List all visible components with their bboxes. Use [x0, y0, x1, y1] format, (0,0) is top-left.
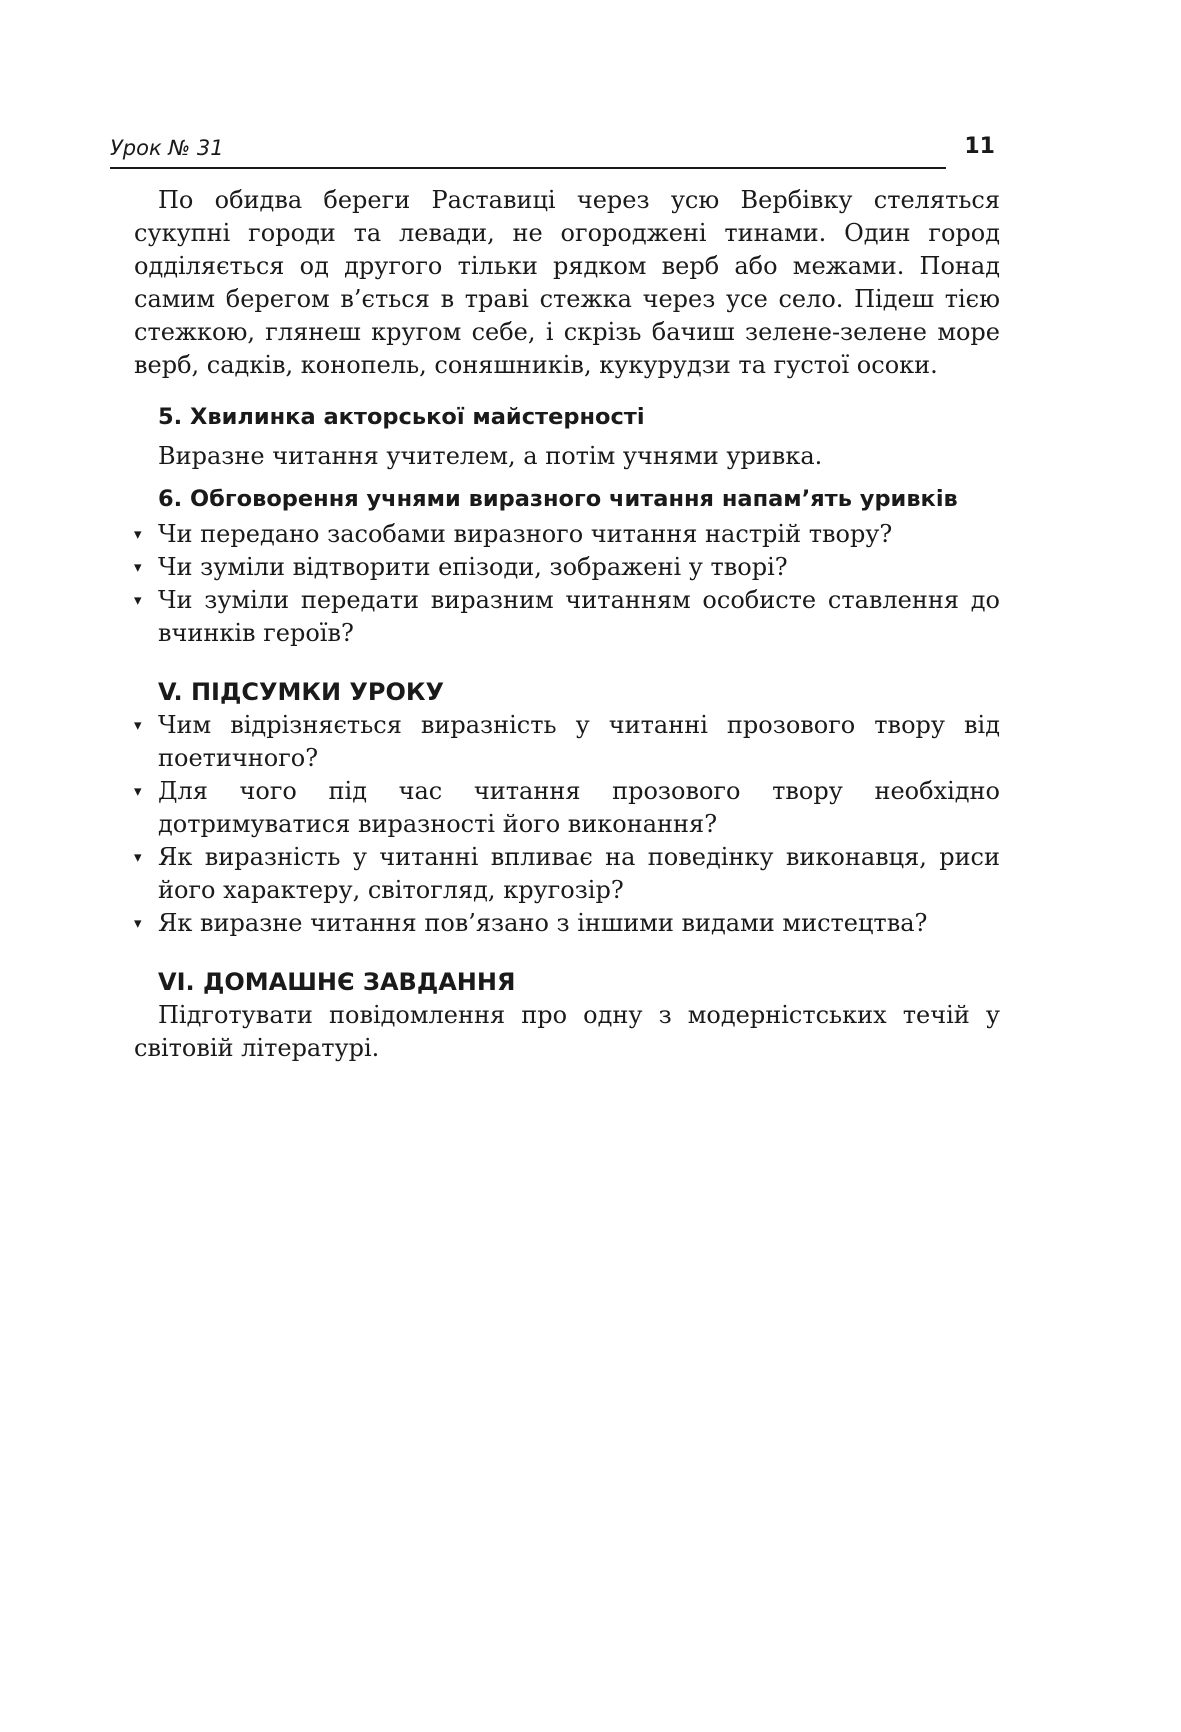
bullet-triangle-icon: ▾ [134, 525, 142, 543]
page-number: 11 [964, 134, 995, 159]
section-vi-text: Підготувати повідомлення про одну з модерністських течій у світовій літературі. [134, 1001, 1000, 1062]
list-item [134, 518, 1000, 551]
list-item [134, 907, 1000, 940]
section-v-list [134, 709, 1000, 940]
section-6-title: 6. Обговорення учнями виразного читання напам’ять уривків [158, 486, 958, 512]
bullet-triangle-icon: ▾ [134, 558, 142, 576]
list-item [134, 584, 1000, 650]
lesson-label: Урок № 31 [110, 136, 224, 160]
section-vi-title: VI. ДОМАШНЄ ЗАВДАННЯ [158, 968, 516, 996]
list-item-text: Як виразне читання пов’язано з іншими видами мистецтва? [158, 909, 928, 937]
section-5-text: Виразне читання учителем, а потім учнями уривка. [158, 442, 823, 470]
list-item [134, 841, 1000, 907]
bullet-triangle-icon: ▾ [134, 716, 142, 734]
list-item-text: Чи передано засобами виразного читання настрій твору? [158, 520, 893, 548]
list-item-text: Чим відрізняється виразність у читанні прозового твору від поетичного? [158, 711, 1000, 772]
header-rule [110, 167, 946, 169]
list-item-text: Як виразність у читанні впливає на поведінку виконавця, риси його характеру, світогляд, кругозір? [158, 843, 1000, 904]
list-item-text: Чи зуміли передати виразним читанням особисте ставлення до вчинків героїв? [158, 586, 1000, 647]
bullet-triangle-icon: ▾ [134, 591, 142, 609]
bullet-triangle-icon: ▾ [134, 848, 142, 866]
bullet-triangle-icon: ▾ [134, 782, 142, 800]
page-content [134, 184, 1000, 1065]
section-v-title: V. ПІДСУМКИ УРОКУ [158, 678, 445, 706]
list-item [134, 551, 1000, 584]
list-item [134, 709, 1000, 775]
list-item-text: Для чого під час читання прозового твору необхідно дотримуватися виразності його виконання? [158, 777, 1000, 838]
list-item-text: Чи зуміли відтворити епізоди, зображені у творі? [158, 553, 788, 581]
section-5-title: 5. Хвилинка акторської майстерності [158, 404, 645, 430]
section-6-list [134, 518, 1000, 650]
list-item [134, 775, 1000, 841]
intro-paragraph: По обидва береги Раставиці через усю Вербівку стеляться сукупні городи та левади, не огороджені тинами. Один город одділяється од другого тільки рядком верб або межами. Понад самим берегом в’ється в траві стежка через усе село. Підеш тією стежкою, глянеш кругом себе, і скрізь бачиш зелене-зелене море верб, садків, конопель, соняшників, кукурудзи та густої осоки. [134, 186, 1000, 379]
page-header [110, 134, 995, 168]
bullet-triangle-icon: ▾ [134, 914, 142, 932]
